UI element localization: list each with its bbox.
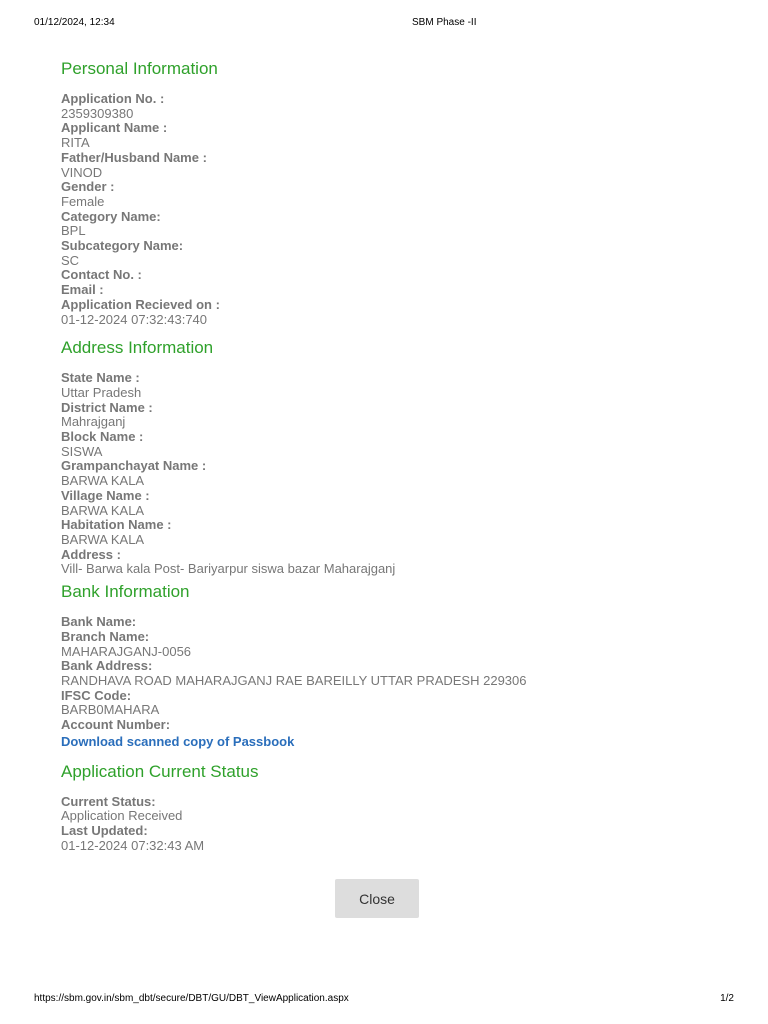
print-header [34, 17, 734, 31]
field-application-received-on [61, 298, 721, 327]
field-label: Contact No. : [61, 267, 142, 283]
field-label: Email : [61, 282, 104, 298]
field-value: RITA [61, 135, 90, 151]
print-datetime: 01/12/2024, 12:34 [34, 17, 115, 28]
field-state-name [61, 371, 721, 400]
field-label: Applicant Name : [61, 120, 168, 136]
field-value: BARWA KALA [61, 473, 145, 489]
field-label: Last Updated: [61, 823, 148, 839]
print-page-title: SBM Phase -II [412, 17, 477, 28]
print-url: https://sbm.gov.in/sbm_dbt/secure/DBT/GU/DBT_ViewApplication.aspx [34, 993, 349, 1004]
field-ifsc-code [61, 689, 721, 718]
application-details [61, 58, 721, 864]
field-account-number [61, 718, 721, 733]
bank-information-section [61, 581, 721, 751]
field-habitation-name [61, 518, 721, 547]
field-block-name [61, 430, 721, 459]
field-label: IFSC Code: [61, 687, 132, 703]
field-value: MAHARAJGANJ-0056 [61, 643, 192, 659]
application-status-section [61, 761, 721, 854]
field-label: Address : [61, 546, 121, 562]
section-title-address: Address Information [61, 338, 214, 358]
field-district-name [61, 401, 721, 430]
field-value: 2359309380 [61, 105, 134, 121]
field-label: Branch Name: [61, 628, 150, 644]
field-label: Gender : [61, 179, 115, 195]
field-value: VINOD [61, 164, 103, 180]
field-label: Application No. : [61, 91, 165, 106]
field-value: BARB0MAHARA [61, 702, 160, 718]
field-address [61, 548, 721, 577]
field-label: Village Name : [61, 487, 150, 503]
field-applicant-name [61, 121, 721, 150]
field-village-name [61, 489, 721, 518]
field-value: BARWA KALA [61, 531, 145, 547]
field-application-no [61, 92, 721, 121]
field-grampanchayat-name [61, 459, 721, 488]
field-label: Grampanchayat Name : [61, 458, 207, 474]
field-label: Bank Address: [61, 658, 153, 674]
field-label: Application Recieved on : [61, 296, 220, 312]
print-footer [34, 993, 734, 1007]
field-label: Current Status: [61, 793, 156, 809]
print-page-number: 1/2 [720, 993, 734, 1004]
field-subcategory-name [61, 239, 721, 268]
field-value: SISWA [61, 443, 103, 459]
field-label: Category Name: [61, 208, 161, 224]
field-label: Habitation Name : [61, 517, 172, 533]
field-value: BARWA KALA [61, 502, 145, 518]
field-value: Mahrajganj [61, 414, 126, 430]
field-label: Father/Husband Name : [61, 149, 207, 165]
field-category-name [61, 210, 721, 239]
field-value: Vill- Barwa kala Post- Bariyarpur siswa bazar Maharajganj [61, 561, 396, 577]
field-label: District Name : [61, 399, 153, 415]
field-gender [61, 180, 721, 209]
field-current-status [61, 795, 721, 824]
personal-information-section [61, 58, 721, 327]
field-last-updated [61, 824, 721, 853]
section-title-bank: Bank Information [61, 582, 190, 602]
section-title-personal: Personal Information [61, 59, 218, 78]
field-value: Application Received [61, 808, 183, 824]
field-label: Bank Name: [61, 614, 137, 630]
field-label: State Name : [61, 370, 140, 386]
field-value: Uttar Pradesh [61, 384, 142, 400]
field-father-husband-name [61, 151, 721, 180]
field-value: BPL [61, 223, 86, 239]
field-email [61, 283, 721, 298]
field-bank-address [61, 659, 721, 688]
field-label: Subcategory Name: [61, 238, 184, 254]
section-title-status: Application Current Status [61, 761, 259, 781]
field-value: 01-12-2024 07:32:43 AM [61, 837, 205, 853]
field-label: Block Name : [61, 429, 144, 445]
address-information-section [61, 337, 721, 577]
field-value: SC [61, 252, 80, 268]
field-bank-name [61, 615, 721, 630]
field-label: Account Number: [61, 717, 171, 733]
close-button[interactable]: Close [335, 879, 419, 918]
field-contact-no [61, 268, 721, 283]
field-value: Female [61, 193, 105, 209]
field-value: RANDHAVA ROAD MAHARAJGANJ RAE BAREILLY UTTAR PRADESH 229306 [61, 672, 527, 688]
download-passbook-link[interactable]: Download scanned copy of Passbook [61, 733, 295, 749]
field-value: 01-12-2024 07:32:43:740 [61, 311, 208, 327]
field-branch-name [61, 630, 721, 659]
